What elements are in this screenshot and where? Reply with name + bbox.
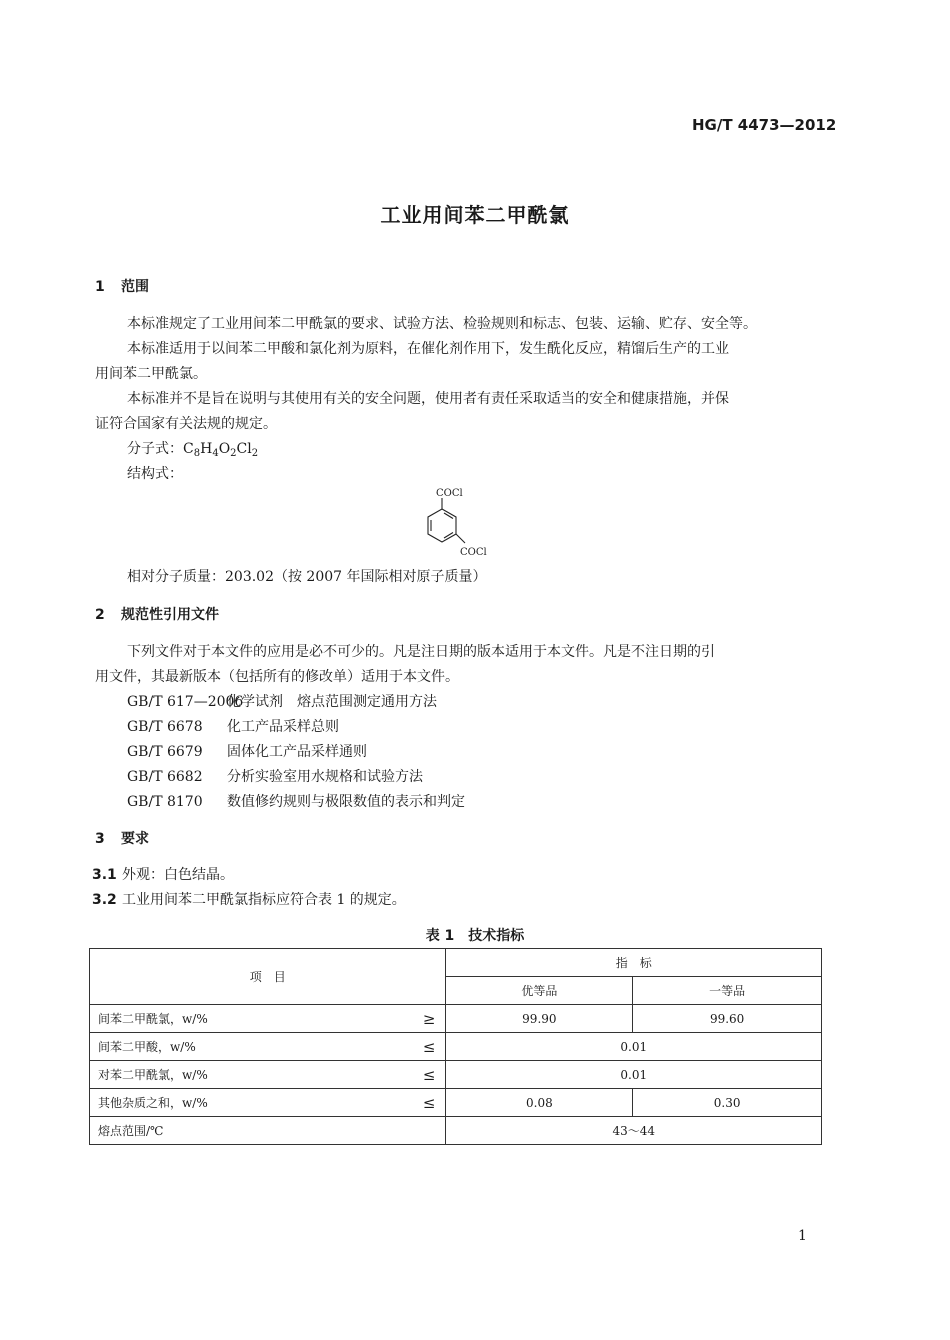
reference-item [127, 715, 339, 740]
section-number: 1 [95, 279, 105, 295]
row-item: 熔点范围/℃ [90, 1117, 446, 1145]
formula-subscript: 4 [212, 448, 219, 459]
section-2-heading [95, 604, 219, 624]
page-number: 1 [798, 1228, 807, 1244]
section-number: 2 [95, 607, 105, 623]
reference-code: GB/T 617—2006 [127, 694, 244, 710]
clause-3-2 [92, 889, 406, 909]
row-grade-2: 99.60 [633, 1005, 822, 1033]
reference-code: GB/T 6678 [127, 719, 203, 735]
table-row [90, 1061, 822, 1089]
row-grade-1: 99.90 [446, 1005, 633, 1033]
clause-number: 3.1 [92, 867, 117, 883]
structural-formula [405, 482, 505, 562]
section-1-heading [95, 276, 149, 296]
row-item: 对苯二甲酰氯，w/% [90, 1061, 410, 1089]
formula-subscript: 2 [251, 448, 259, 459]
bond-bottom [456, 534, 465, 543]
table-caption: 表 1 技术指标 [425, 928, 525, 944]
section-3-heading [95, 828, 149, 848]
section-number: 3 [95, 831, 105, 847]
row-grade-2: 0.30 [633, 1089, 822, 1117]
clause-text: 工业用间苯二甲酰氯指标应符合表 1 的规定。 [122, 892, 406, 908]
reference-item [127, 740, 367, 765]
table-row [90, 1033, 822, 1061]
molecular-formula [127, 437, 258, 462]
formula-subscript: 2 [230, 448, 237, 459]
references-intro-line-2: 用文件，其最新版本（包括所有的修改单）适用于本文件。 [95, 669, 459, 685]
formula-element: O [218, 441, 231, 457]
reference-code: GB/T 6679 [127, 744, 203, 760]
clause-text: 外观：白色结晶。 [122, 867, 234, 883]
reference-title: 数值修约规则与极限数值的表示和判定 [227, 794, 465, 810]
row-item: 间苯二甲酰氯，w/% [90, 1005, 410, 1033]
header-grade-1: 优等品 [446, 977, 633, 1005]
clause-3-1 [92, 864, 234, 884]
benzene-ring [428, 498, 465, 543]
row-merged-value: 43～44 [446, 1117, 822, 1145]
header-item: 项 目 [90, 949, 446, 1005]
molar-mass: 相对分子质量：203.02（按 2007 年国际相对原子质量） [127, 569, 487, 585]
reference-item [127, 790, 465, 815]
section-title: 范围 [121, 279, 149, 295]
reference-item [127, 765, 423, 790]
formula-subscript: 8 [193, 448, 201, 459]
reference-title: 分析实验室用水规格和试验方法 [227, 769, 423, 785]
scope-paragraph-3-line-2: 证符合国家有关法规的规定。 [95, 416, 277, 432]
formula-element: H [200, 441, 213, 457]
technical-index-table [89, 948, 822, 1145]
formula-element: Cl [236, 441, 252, 457]
table-row [90, 1005, 822, 1033]
row-grade-1: 0.08 [446, 1089, 633, 1117]
row-merged-value: 0.01 [446, 1061, 822, 1089]
standard-code: HG/T 4473—2012 [692, 116, 837, 134]
cocl-group-bottom: COCl [460, 547, 487, 558]
row-item: 间苯二甲酸，w/% [90, 1033, 410, 1061]
reference-title: 固体化工产品采样通则 [227, 744, 367, 760]
structure-label: 结构式： [127, 466, 183, 482]
reference-title: 化工产品采样总则 [227, 719, 339, 735]
clause-number: 3.2 [92, 892, 117, 908]
table-row [90, 1089, 822, 1117]
reference-title: 化学试剂 熔点范围测定通用方法 [227, 694, 437, 710]
references-intro-line-1: 下列文件对于本文件的应用是必不可少的。凡是注日期的版本适用于本文件。凡是不注日期的引 [127, 644, 715, 660]
section-title: 要求 [121, 831, 149, 847]
reference-code: GB/T 8170 [127, 794, 203, 810]
section-title: 规范性引用文件 [121, 607, 219, 623]
header-index: 指 标 [446, 949, 822, 977]
row-symbol: ≥ [409, 1005, 446, 1033]
reference-item [127, 690, 437, 715]
reference-code: GB/T 6682 [127, 769, 203, 785]
row-symbol: ≤ [409, 1033, 446, 1061]
scope-paragraph-3-line-1: 本标准并不是旨在说明与其使用有关的安全问题，使用者有责任采取适当的安全和健康措施，并保 [127, 391, 729, 407]
scope-paragraph-1: 本标准规定了工业用间苯二甲酰氯的要求、试验方法、检验规则和标志、包装、运输、贮存、安全等。 [127, 316, 757, 332]
row-item: 其他杂质之和，w/% [90, 1089, 410, 1117]
document-title: 工业用间苯二甲酰氯 [380, 203, 570, 227]
scope-paragraph-2-line-1: 本标准适用于以间苯二甲酸和氯化剂为原料，在催化剂作用下，发生酰化反应，精馏后生产的工业 [127, 341, 729, 357]
cocl-group-top: COCl [436, 488, 463, 499]
row-symbol: ≤ [409, 1089, 446, 1117]
table-header-row [90, 949, 822, 977]
formula-element: C [183, 441, 194, 457]
header-grade-2: 一等品 [633, 977, 822, 1005]
table-row [90, 1117, 822, 1145]
formula-label: 分子式： [127, 441, 183, 457]
row-merged-value: 0.01 [446, 1033, 822, 1061]
row-symbol: ≤ [409, 1061, 446, 1089]
scope-paragraph-2-line-2: 用间苯二甲酰氯。 [95, 366, 207, 382]
